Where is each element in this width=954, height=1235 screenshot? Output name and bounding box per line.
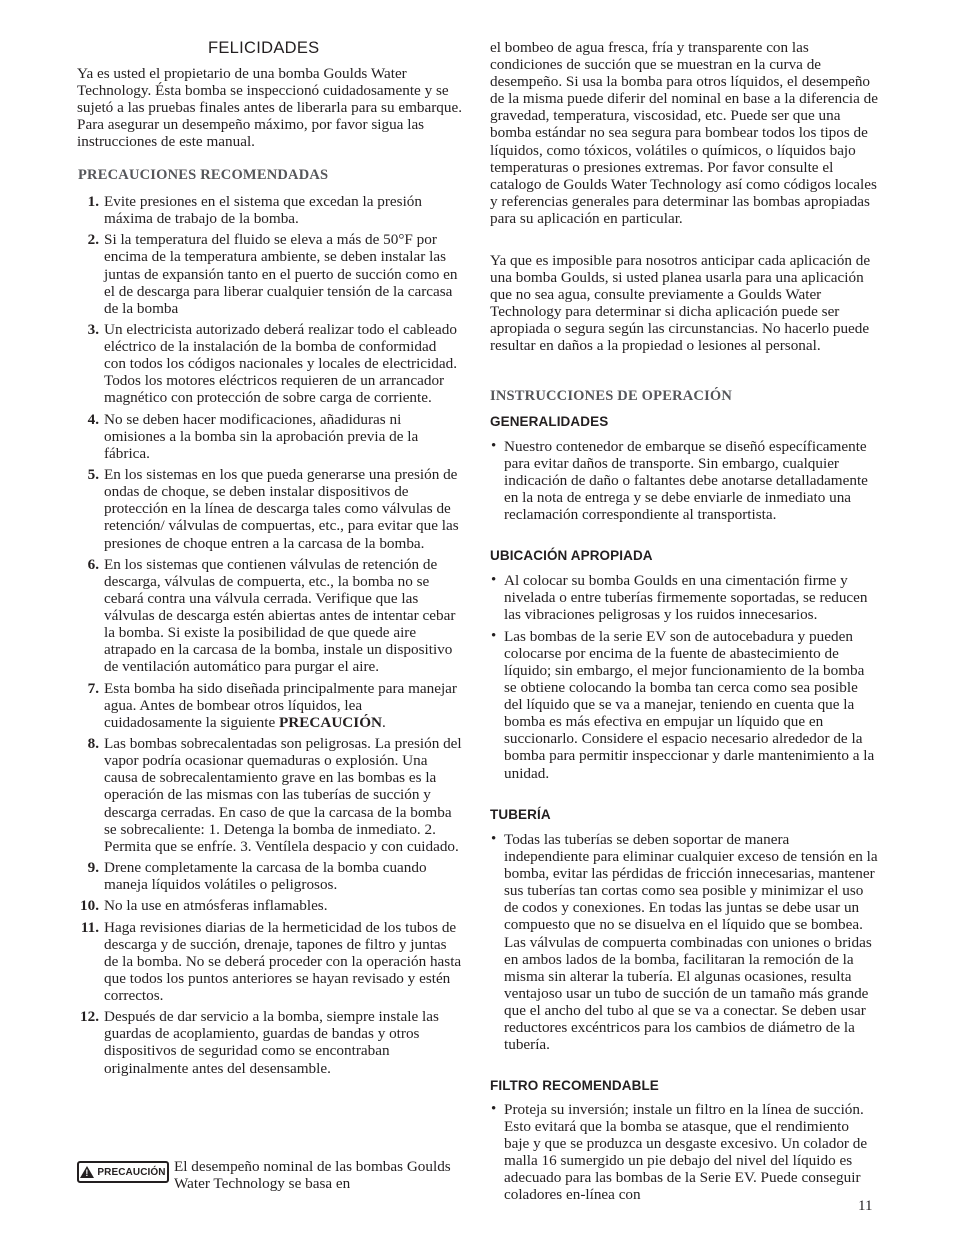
filter-list — [490, 1101, 878, 1208]
section-title-precautions: PRECAUCIONES RECOMENDADAS — [78, 167, 329, 183]
item-number: 11. — [80, 918, 99, 936]
bullet: • — [491, 438, 497, 454]
item-text: Al colocar su bomba Goulds en una cimentación firme y nivelada o entre tuberías firmemente soportadas, se reducen las vibraciones peligrosas y los ruidos innecesarios. — [504, 572, 868, 624]
list-item — [77, 556, 462, 676]
list-item — [77, 411, 462, 462]
section-title-felicidades: FELICIDADES — [208, 39, 320, 57]
item-text: No se deben hacer modificaciones, añadiduras ni omisiones a la bomba sin la aprobación previa de la fábrica. — [104, 410, 419, 462]
item-text: Nuestro contenedor de embarque se diseñó específicamente para evitar daños de transporte. Sin embargo, cualquier indicación de daño o faltantes debe anotarse detalladamente en la nota de entrega y se debe enviarle de inmediato una reclamación correspondiente al transportista. — [504, 438, 868, 524]
list-item — [77, 680, 462, 731]
list-item — [77, 1008, 462, 1076]
list-item — [77, 735, 462, 855]
item-text: Todas las tuberías se deben soportar de manera independiente para eliminar cualquier exceso de tensión en la bomba, evitar las pérdidas de fricción innecesarias, mantener sus tuberías tan cortas como sea posible y minimizar el uso de codos y conexiones. En todas las juntas se debe usar un compuesto que no se disuelva en el líquido que se bombea. Las válvulas de compuerta combinadas con uniones o bridas en ambos lados de la bomba, facilitaran la remoción de la misma sin alterar la tubería. El algunas ocasiones, resulta ventajoso usar un tubo de succión de un tamaño más grande que el ancho del tubo al que se va a conectar. Se deben usar reductores excéntricos para los cambios de diámetro de la tubería. — [504, 831, 878, 1054]
bullet: • — [491, 572, 497, 588]
item-number: 12. — [80, 1008, 99, 1026]
item-number: 4. — [87, 410, 99, 428]
list-item — [77, 919, 462, 1004]
subsection-title-piping: TUBERÍA — [490, 807, 551, 822]
item-number: 9. — [87, 858, 99, 876]
caution-badge-label: PRECAUCIÓN — [97, 1166, 166, 1178]
item-text: Después de dar servicio a la bomba, siempre instale las guardas de acoplamiento, guardas de bandas y otros dispositivos de seguridad como se encontraban originalmente antes del desensamble. — [104, 1008, 439, 1077]
section-title-operation: INSTRUCCIONES DE OPERACIÓN — [490, 388, 733, 404]
application-paragraph: Ya que es imposible para nosotros anticipar cada aplicación de una bomba Goulds, si usted planea usarla para una aplicación que no sea agua, consulte previamente a Goulds Water Technology para determinar si dicha aplicación puede ser apropiada o segura según las circunstancias. No hacerlo puede resultar en daños a la propiedad o lesiones al personal. — [490, 252, 871, 355]
caution-note — [77, 1158, 462, 1192]
list-item — [77, 321, 462, 406]
list-item — [490, 572, 878, 623]
item-text: Un electricista autorizado deberá realizar todo el cableado eléctrico de la instalación de la bomba de conformidad con todos los códigos nacionales y locales de electricidad. Todos los motores eléctricos requieren de un arrancador magnético con protección de sobre carga de corriente. — [104, 321, 457, 407]
list-item — [77, 193, 462, 227]
warning-triangle-icon: ! — [80, 1166, 94, 1178]
list-item — [490, 1101, 878, 1204]
subsection-title-filter: FILTRO RECOMENDABLE — [490, 1078, 659, 1093]
precaution-reference: PRECAUCIÓN — [279, 713, 382, 731]
list-item — [490, 438, 878, 523]
item-text: En los sistemas que contienen válvulas de retención de descarga, válvulas de compuerta, etc., la bomba no se cebará contra una válvula cerrada. Verifique que las válvulas de descarga estén abiertas antes de intentar cebar la bomba. Si existe la posibilidad de que quede aire atrapado en la carcasa de la bomba, instale un dispositivo de ventilación automático para purgar el aire. — [104, 555, 456, 676]
item-text — [104, 680, 462, 731]
item-number: 3. — [87, 321, 99, 339]
item-number: 7. — [87, 679, 99, 697]
bullet: • — [491, 627, 497, 644]
item-text: Las bombas sobrecalentadas son peligrosas. La presión del vapor podría ocasionar quemaduras o explosión. Una causa de sobrecalentamiento grave en las bombas es la operación de las mismas con las tuberías de succión y descarga cerradas. En caso de que la carcasa de la bomba se sobrecaliente: 1. Detenga la bomba de inmediato. 2. Permita que se enfríe. 3. Ventílela despacio y con cuidado. — [104, 735, 462, 855]
page-number: 11 — [858, 1198, 873, 1214]
item-text-main: Esta bomba ha sido diseñada principalmente para manejar agua. Antes de bombear otros líquidos, lea cuidadosamente la siguiente — [104, 679, 457, 731]
subsection-title-general: GENERALIDADES — [490, 414, 609, 429]
item-text: Si la temperatura del fluido se eleva a más de 50°F por encima de la temperatura ambiente, se deben instalar las juntas de expansión tanto en el puerto de succión como en el de descarga para liberar cualquier tensión de la carcasa de la bomba — [104, 231, 458, 317]
item-number: 10. — [80, 897, 99, 915]
item-number: 1. — [87, 193, 99, 210]
precautions-list — [77, 193, 462, 1081]
continued-paragraph: el bombeo de agua fresca, fría y transparente con las condiciones de succión que se muestran en la curva de desempeño. Si usa la bomba para otros líquidos, el desempeño de la misma puede diferir del nominal en base a la diferencia de gravedad, temperatura, viscosidad, etc. Puede ser que una bomba estándar no sea segura para bombear todos los tipos de líquidos, como tóxicos, volátiles o químicos, o líquidos bajo temperaturas o presiones extremas. Por favor consulte el catalogo de Goulds Water Technology así como códigos locales y referencias generales para determinar las bombas apropiadas para su aplicación en particular. — [490, 39, 878, 227]
item-text: Drene completamente la carcasa de la bomba cuando maneja líquidos volátiles o peligrosos. — [104, 858, 427, 894]
list-item — [490, 831, 878, 1053]
item-text: Proteja su inversión; instale un filtro en la línea de succión. Esto evitará que la bomba se atasque, que el rendimiento baje y que se produzca un desgaste excesivo. Un colador de malla 16 sumergido un pie debajo del nivel del líquido es adecuado para las bombas de la Serie EV. Puede conseguir coladores en-línea con — [504, 1101, 868, 1204]
piping-list — [490, 831, 878, 1058]
item-text: Haga revisiones diarias de la hermeticidad de los tubos de descarga y de succión, drenaje, tapones de filtro y juntas de la bomba. No se deberá proceder con la operación hasta que todos los puntos anteriores se hayan revisado y estén correctos. — [104, 918, 462, 1004]
list-item — [77, 231, 462, 316]
location-list — [490, 572, 878, 786]
item-number: 2. — [87, 231, 99, 249]
item-text: En los sistemas en los que pueda generarse una presión de ondas de choque, se deben instalar dispositivos de protección en la línea de descarga tales como válvulas de retención/ válvulas de compuertas, etc., para evitar que las presiones de choque entren a la carcasa de la bomba. — [104, 466, 459, 552]
item-number: 6. — [87, 555, 99, 573]
bullet: • — [491, 1101, 497, 1117]
caution-text: El desempeño nominal de las bombas Goulds Water Technology se basa en — [174, 1158, 451, 1193]
item-text: Las bombas de la serie EV son de autocebadura y pueden colocarse por encima de la fuente de abastecimiento de líquido; sin embargo, el mejor funcionamiento de la bomba se obtiene colocando la bomba tan cerca como sea posible del líquido que se va a manejar, teniendo en cuenta que la bomba es más efectiva en empujar un líquido que en succionarlo. Considere el espacio necesario alrededor de la bomba para permitir inspeccionar y darle mantenimiento a la unidad. — [504, 627, 875, 782]
item-number: 5. — [87, 466, 99, 484]
general-list — [490, 438, 878, 528]
list-item — [490, 628, 878, 782]
item-number: 8. — [87, 735, 99, 753]
item-text: Evite presiones en el sistema que excedan la presión máxima de trabajo de la bomba. — [104, 193, 422, 228]
list-item — [77, 897, 462, 914]
intro-paragraph: Ya es usted el propietario de una bomba Goulds Water Technology. Ésta bomba se inspeccionó cuidadosamente y se sujetó a las pruebas finales antes de liberarla para su embarque. Para asegurar un desempeño máximo, por favor sigua las instrucciones de este manual. — [77, 65, 463, 151]
list-item — [77, 859, 462, 893]
bullet: • — [491, 831, 497, 847]
subsection-title-location: UBICACIÓN APROPIADA — [490, 548, 653, 563]
item-text-tail: . — [381, 713, 386, 731]
caution-badge — [77, 1161, 169, 1183]
list-item — [77, 466, 462, 551]
item-text: No la use en atmósferas inflamables. — [104, 897, 328, 915]
